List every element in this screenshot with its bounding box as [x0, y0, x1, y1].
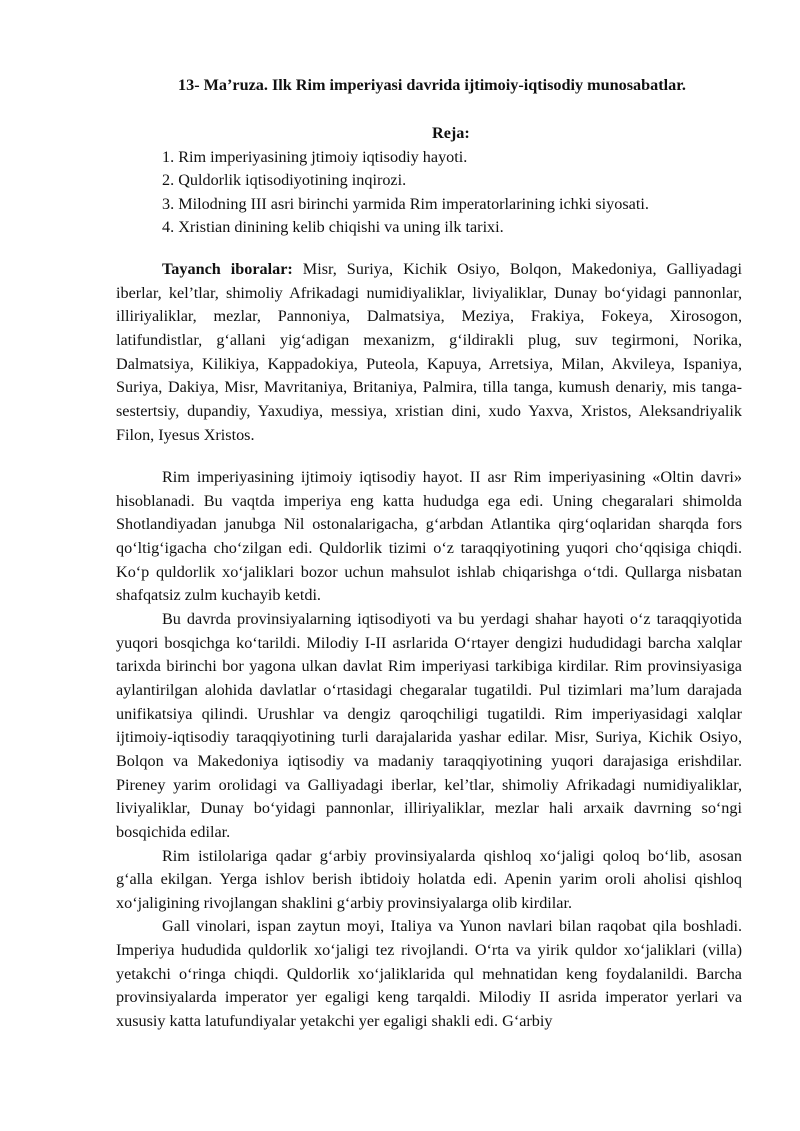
keywords-text: Misr, Suriya, Kichik Osiyo, Bolqon, Makedoniya, Galliyadagi iberlar, kel’tlar, shimoliy Afrikadagi numidiyaliklar, liviyaliklar, Dunay bo‘yidagi pannonlar, illiriyaliklar, mezlar, Pannoniya, Dalmatsiya, Meziya, Frakiya, Fokeya, Xirosogon, latifundistlar, g‘allani yig‘adigan mexanizm, g‘ildirakli plug, suv tegirmoni, Norika, Dalmatsiya, Kilikiya, Kappadokiya, Puteola, Kapuya, Arretsiya, Milan, Akvileya, Ispaniya, Suriya, Dakiya, Misr, Mavritaniya, Britaniya, Palmira, tilla tanga, kumush denariy, mis tanga- sestertsiy, dupandiy, Yaxudiya, messiya, xristian dini, xudo Yaxva, Xristos, Aleksandriyalik Filon, Iyesus Xristos. — [116, 260, 742, 444]
plan-list — [162, 146, 649, 239]
plan-heading: Reja: — [432, 124, 470, 142]
main-text — [116, 466, 742, 1034]
body-paragraph-3: Rim istilolariga qadar g‘arbiy provinsiyalarda qishloq xo‘jaligi qoloq bo‘lib, asosan g‘alla ekilgan. Yerga ishlov berish ibtidoiy holatda edi. Apenin yarim oroli aholisi qishloq xo‘jaligining rivojlangan shaklini g‘arbiy provinsiyalarga olib kirdilar. — [116, 846, 742, 912]
body-paragraph-4: Gall vinolari, ispan zaytun moyi, Italiya va Yunon navlari bilan raqobat qila boshladi. Imperiya hududida quldorlik xo‘jaligi tez rivojlandi. O‘rta va yirik quldor xo‘jaliklari (villa) yetakchi o‘ringa chiqdi. Quldorlik xo‘jaliklarida qul mehnatidan keng foydalanildi. Barcha provinsiyalarda imperator yer egaligi keng tarqaldi. Milodiy II asrida imperator yerlari va xususiy katta latufundiyalar yetakchi yer egaligi shakli edi. G‘arbiy — [116, 917, 742, 1031]
body-paragraph-2: Bu davrda provinsiyalarning iqtisodiyoti va bu yerdagi shahar hayoti o‘z taraqqiyotida yuqori bosqichga ko‘tarildi. Milodiy I-II asrlarida O‘rtayer dengizi hududidagi barcha xalqlar tarixda birinchi bor yagona ulkan davlat Rim imperiyasi tarkibiga kirdilar. Rim provinsiyasiga aylantirilgan alohida davlatlar o‘rtasidagi chegaralar tugatildi. Pul tizimlari ma’lum darajada unifikatsiya qilindi. Urushlar va dengiz qaroqchiligi tugatildi. Rim imperiyasidagi xalqlar ijtimoiy-iqtisodiy taraqqiyotining turli darajalarida yashar edilar. Misr, Suriya, Kichik Osiyo, Bolqon va Makedoniya iqtisodiy va madaniy taraqqiyotining yuqori darajasiga erishdilar. Pireney yarim orolidagi va Galliyadagi iberlar, kel’tlar, shimoliy Afrikadagi numidiyaliklar, liviyaliklar, Dunay bo‘yidagi pannonlar, illiriyaliklar, mezlar hali arxaik davrning so‘ngi bosqichida edilar. — [116, 609, 742, 841]
keywords-section — [116, 258, 742, 447]
plan-item-3: 3. Milodning III asri birinchi yarmida Rim imperatorlarining ichki siyosati. — [162, 194, 649, 213]
lecture-title: 13- Ma’ruza. Ilk Rim imperiyasi davrida ijtimoiy-iqtisodiy munosabatlar. — [178, 76, 686, 94]
body-paragraph-1: Rim imperiyasining ijtimoiy iqtisodiy hayot. II asr Rim imperiyasining «Oltin davri» hisoblanadi. Bu vaqtda imperiya eng katta hududga ega edi. Uning chegaralari shimolda Shotlandiyadan janubga Nil ostonalarigacha, g‘arbdan Atlantika qirg‘oqlaridan sharqda fors qo‘ltig‘igacha cho‘zilgan edi. Quldorlik tizimi o‘z taraqqiyotining yuqori cho‘qqisiga chiqdi. Ko‘p quldorlik xo‘jaliklari bozor uchun mahsulot ishlab chiqarishga o‘tdi. Qullarga nisbatan shafqatsiz zulm kuchayib ketdi. — [116, 468, 742, 605]
keywords-paragraph — [116, 258, 742, 447]
keywords-label: Tayanch iboralar: — [162, 260, 293, 278]
plan-item-4: 4. Xristian dinining kelib chiqishi va uning ilk tarixi. — [162, 217, 504, 236]
plan-item-2: 2. Quldorlik iqtisodiyotining inqirozi. — [162, 171, 407, 190]
plan-item-1: 1. Rim imperiyasining jtimoiy iqtisodiy hayoti. — [162, 148, 468, 166]
